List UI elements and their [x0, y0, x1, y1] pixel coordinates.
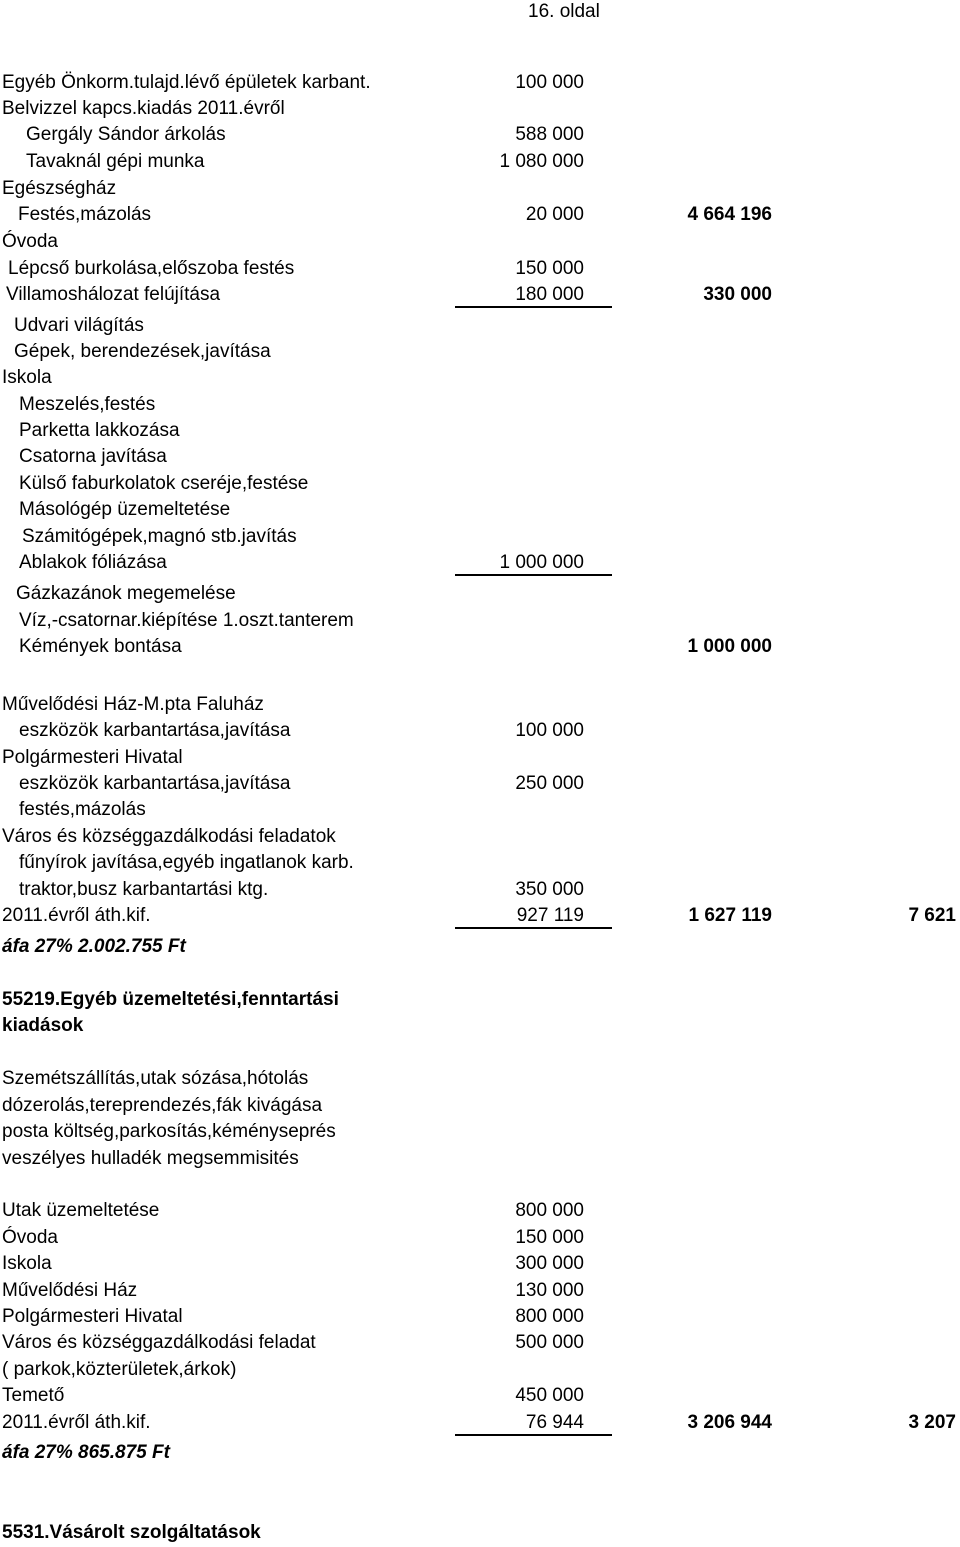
line-item-label: Kémények bontása: [19, 636, 182, 657]
description-line: veszélyes hulladék megsemmisités: [2, 1148, 299, 1169]
line-item-amount: 20 000: [525, 204, 584, 225]
line-item-label: Számitógépek,magnó stb.javítás: [22, 526, 297, 547]
line-item-amount: 300 000: [515, 1253, 584, 1274]
line-item-label: eszközök karbantartása,javítása: [19, 720, 291, 741]
line-item-amount: 588 000: [515, 124, 584, 145]
line-item-label: 2011.évről áth.kif.: [2, 905, 151, 926]
line-item-amount: 800 000: [515, 1200, 584, 1221]
section-heading: 55219.Egyéb üzemeltetési,fenntartási: [2, 989, 339, 1010]
line-item-label: 2011.évről áth.kif.: [2, 1412, 151, 1433]
line-item-label: Gépek, berendezések,javítása: [14, 341, 271, 362]
line-item-amount: 150 000: [515, 1227, 584, 1248]
vat-note: áfa 27% 865.875 Ft: [2, 1442, 170, 1463]
line-item-label: ( parkok,közterületek,árkok): [2, 1359, 237, 1380]
sum-underline: [455, 1434, 612, 1436]
section-heading: kiadások: [2, 1015, 84, 1036]
subtotal-amount: 1 000 000: [687, 636, 772, 657]
description-line: dózerolás,tereprendezés,fák kivágása: [2, 1095, 323, 1116]
sum-underline: [455, 574, 612, 576]
line-item-label: Művelődési Ház: [2, 1280, 138, 1301]
line-item-amount: 350 000: [515, 879, 584, 900]
line-item-label: Egyéb Önkorm.tulajd.lévő épületek karbant.: [2, 72, 371, 93]
line-item-label: Ablakok fóliázása: [19, 552, 167, 573]
section-heading: 5531.Vásárolt szolgáltatások: [2, 1522, 261, 1543]
line-item-label: Utak üzemeltetése: [2, 1200, 160, 1221]
line-item-label: Tavaknál gépi munka: [26, 151, 205, 172]
line-item-amount: 500 000: [515, 1332, 584, 1353]
line-item-label: eszközök karbantartása,javítása: [19, 773, 291, 794]
line-item-label: Parketta lakkozása: [19, 420, 180, 441]
line-item-amount: 100 000: [515, 720, 584, 741]
line-item-amount: 130 000: [515, 1280, 584, 1301]
category-label: Polgármesteri Hivatal: [2, 747, 183, 768]
line-item-label: Csatorna javítása: [19, 446, 167, 467]
line-item-label: Külső faburkolatok cseréje,festése: [19, 473, 309, 494]
page-number: 16. oldal: [528, 1, 600, 22]
subtotal-amount: 4 664 196: [687, 204, 772, 225]
vat-note: áfa 27% 2.002.755 Ft: [2, 936, 186, 957]
line-item-label: Város és községgazdálkodási feladat: [2, 1332, 316, 1353]
line-item-amount: 450 000: [515, 1385, 584, 1406]
line-item-label: Gázkazánok megemelése: [16, 583, 236, 604]
total-amount: 3 207: [908, 1412, 956, 1433]
line-item-amount: 800 000: [515, 1306, 584, 1327]
category-label: Óvoda: [2, 231, 58, 252]
line-item-amount: 76 944: [525, 1412, 584, 1433]
subtotal-amount: 3 206 944: [687, 1412, 772, 1433]
line-item-label: Udvari világítás: [14, 315, 144, 336]
line-item-amount: 180 000: [515, 284, 584, 305]
sum-underline: [455, 306, 612, 308]
line-item-label: traktor,busz karbantartási ktg.: [19, 879, 269, 900]
description-line: Szemétszállítás,utak sózása,hótolás: [2, 1068, 309, 1089]
line-item-amount: 250 000: [515, 773, 584, 794]
line-item-label: Víz,-csatornar.kiépítése 1.oszt.tanterem: [19, 610, 354, 631]
line-item-amount: 100 000: [515, 72, 584, 93]
subtotal-amount: 1 627 119: [688, 905, 772, 926]
category-label: Művelődési Ház-M.pta Faluház: [2, 694, 264, 715]
line-item-label: Villamoshálozat felújítása: [6, 284, 221, 305]
line-item-label: Óvoda: [2, 1227, 58, 1248]
line-item-label: Gergály Sándor árkolás: [26, 124, 226, 145]
line-item-amount: 1 080 000: [499, 151, 584, 172]
sum-underline: [455, 927, 612, 929]
category-label: Város és községgazdálkodási feladatok: [2, 826, 336, 847]
line-item-amount: 150 000: [515, 258, 584, 279]
line-item-label: fűnyírok javítása,egyéb ingatlanok karb.: [19, 852, 354, 873]
line-item-amount: 1 000 000: [499, 552, 584, 573]
line-item-label: Lépcső burkolása,előszoba festés: [8, 258, 295, 279]
category-label: Iskola: [2, 367, 52, 388]
line-item-label: Másológép üzemeltetése: [19, 499, 231, 520]
line-item-label: festés,mázolás: [19, 799, 146, 820]
description-line: posta költség,parkosítás,kéményseprés: [2, 1121, 336, 1142]
line-item-label: Polgármesteri Hivatal: [2, 1306, 183, 1327]
category-label: Egészségház: [2, 178, 117, 199]
total-amount: 7 621: [908, 905, 956, 926]
line-item-label: Festés,mázolás: [18, 204, 152, 225]
line-item-label: Belvizzel kapcs.kiadás 2011.évről: [2, 98, 285, 119]
line-item-label: Meszelés,festés: [19, 394, 156, 415]
subtotal-amount: 330 000: [703, 284, 772, 305]
line-item-amount: 927 119: [516, 905, 584, 926]
line-item-label: Iskola: [2, 1253, 52, 1274]
line-item-label: Temető: [2, 1385, 65, 1406]
